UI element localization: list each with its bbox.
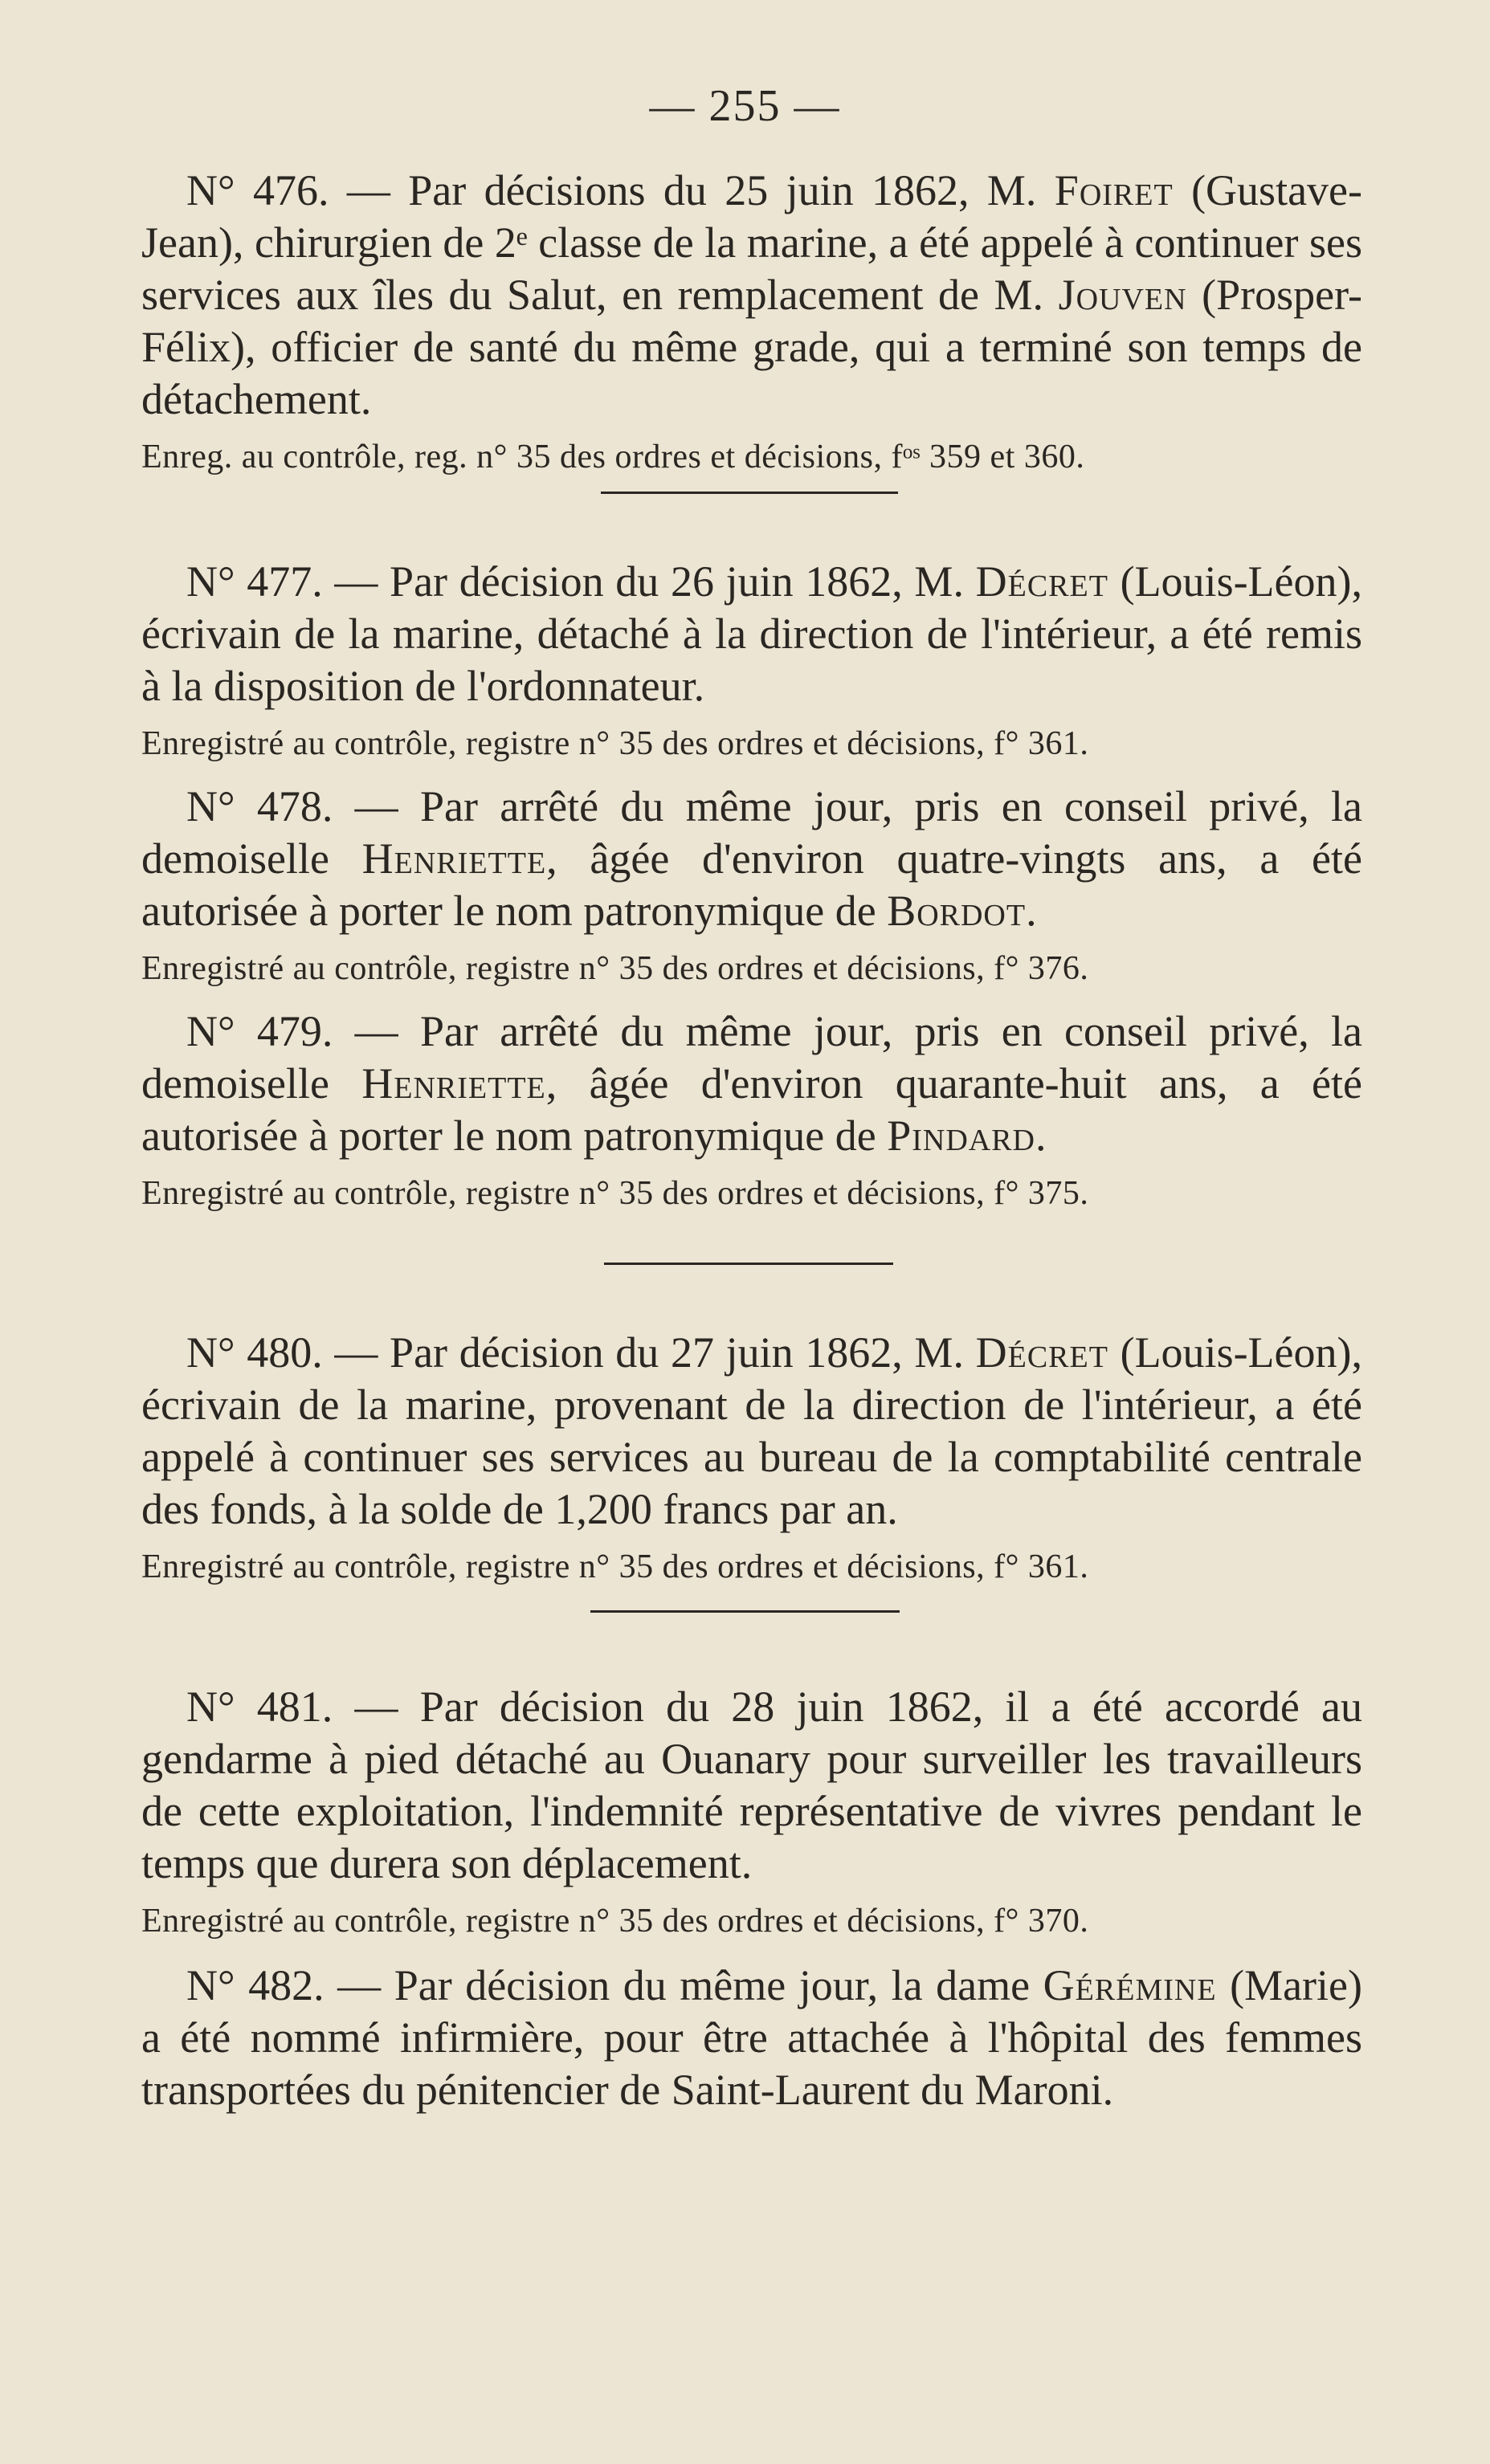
person-name: Gérémine bbox=[1043, 1961, 1217, 2009]
person-name: Henriette bbox=[361, 1059, 546, 1108]
entry-477 bbox=[141, 556, 1362, 767]
registration-note: Enregistré au contrôle, registre n° 35 des ordres et décisions, f° 370. bbox=[141, 1903, 1089, 1940]
person-name: Pindard bbox=[887, 1112, 1035, 1160]
page-number: — 255 — bbox=[649, 81, 841, 131]
registration-note: Enregistré au contrôle, registre n° 35 des ordres et décisions, f° 361. bbox=[141, 725, 1089, 762]
separator-rule bbox=[590, 1610, 900, 1613]
entry-text: N° 480. — Par décision du 27 juin 1862, M. Décret (Louis-Léon), écrivain de la marine, provenant de la direction de l'intérieur, a été appelé à continuer ses services au bureau de la comptabilité centrale des fonds, à la solde de 1,200 francs par an. bbox=[141, 1328, 1362, 1533]
entry-number: N° 479. bbox=[186, 1007, 333, 1055]
entry-text: N° 478. — Par arrêté du même jour, pris en conseil privé, la demoiselle Henriette, âgée d'environ quatre-vingts ans, a été autorisée à porter le nom patronymique de Bordot. bbox=[141, 782, 1363, 935]
entry-476 bbox=[141, 165, 1362, 480]
person-name: Décret bbox=[975, 1328, 1108, 1377]
entry-number: N° 476. bbox=[186, 166, 329, 214]
entry-text: N° 476. — Par décisions du 25 juin 1862, M. Foiret (Gustave-Jean), chirurgien de 2ᵉ classe de la marine, a été appelé à continuer ses services aux îles du Salut, en remplacement de M. Jouven (Prosper-Félix), officier de santé du même grade, qui a terminé son temps de détachement. bbox=[141, 166, 1362, 423]
registration-note: Enreg. au contrôle, reg. n° 35 des ordres et décisions, fᵒˢ 359 et 360. bbox=[141, 439, 1085, 475]
person-name: Foiret bbox=[1054, 166, 1174, 214]
registration-note: Enregistré au contrôle, registre n° 35 des ordres et décisions, f° 361. bbox=[141, 1548, 1089, 1585]
person-name: Henriette bbox=[361, 834, 547, 883]
separator-rule bbox=[601, 492, 898, 494]
entry-number: N° 478. bbox=[186, 782, 333, 830]
person-name: Décret bbox=[975, 557, 1108, 606]
entry-480 bbox=[141, 1327, 1362, 1590]
entry-479 bbox=[141, 1006, 1362, 1217]
registration-note: Enregistré au contrôle, registre n° 35 des ordres et décisions, f° 376. bbox=[141, 950, 1089, 987]
entry-text: N° 479. — Par arrêté du même jour, pris en conseil privé, la demoiselle Henriette, âgée d'environ quarante-huit ans, a été autorisée à porter le nom patronymique de Pindard. bbox=[141, 1007, 1363, 1160]
person-name: Bordot bbox=[887, 887, 1027, 935]
registration-note: Enregistré au contrôle, registre n° 35 des ordres et décisions, f° 375. bbox=[141, 1175, 1089, 1212]
entry-text: N° 477. — Par décision du 26 juin 1862, M. Décret (Louis-Léon), écrivain de la marine, détaché à la direction de l'intérieur, a été remis à la disposition de l'ordonnateur. bbox=[141, 557, 1362, 710]
entry-number: N° 477. bbox=[186, 557, 323, 606]
entry-number: N° 482. bbox=[186, 1961, 325, 2009]
entry-number: N° 480. bbox=[186, 1328, 323, 1377]
entry-478 bbox=[141, 781, 1362, 992]
entry-482 bbox=[141, 1960, 1362, 2116]
person-name: Jouven bbox=[1058, 271, 1187, 319]
entry-text: N° 481. — Par décision du 28 juin 1862, il a été accordé au gendarme à pied détaché au Ouanary pour surveiller les travailleurs de cette exploitation, l'indemnité représentative de vivres pendant le temps que durera son déplacement. bbox=[141, 1683, 1362, 1887]
entry-text: N° 482. — Par décision du même jour, la dame Gérémine (Marie) a été nommé infirmière, pour être attachée à l'hôpital des femmes transportées du pénitencier de Saint-Laurent du Maroni. bbox=[141, 1961, 1362, 2114]
separator-rule bbox=[604, 1263, 893, 1265]
entry-481 bbox=[141, 1681, 1362, 1944]
entry-number: N° 481. bbox=[186, 1683, 333, 1731]
